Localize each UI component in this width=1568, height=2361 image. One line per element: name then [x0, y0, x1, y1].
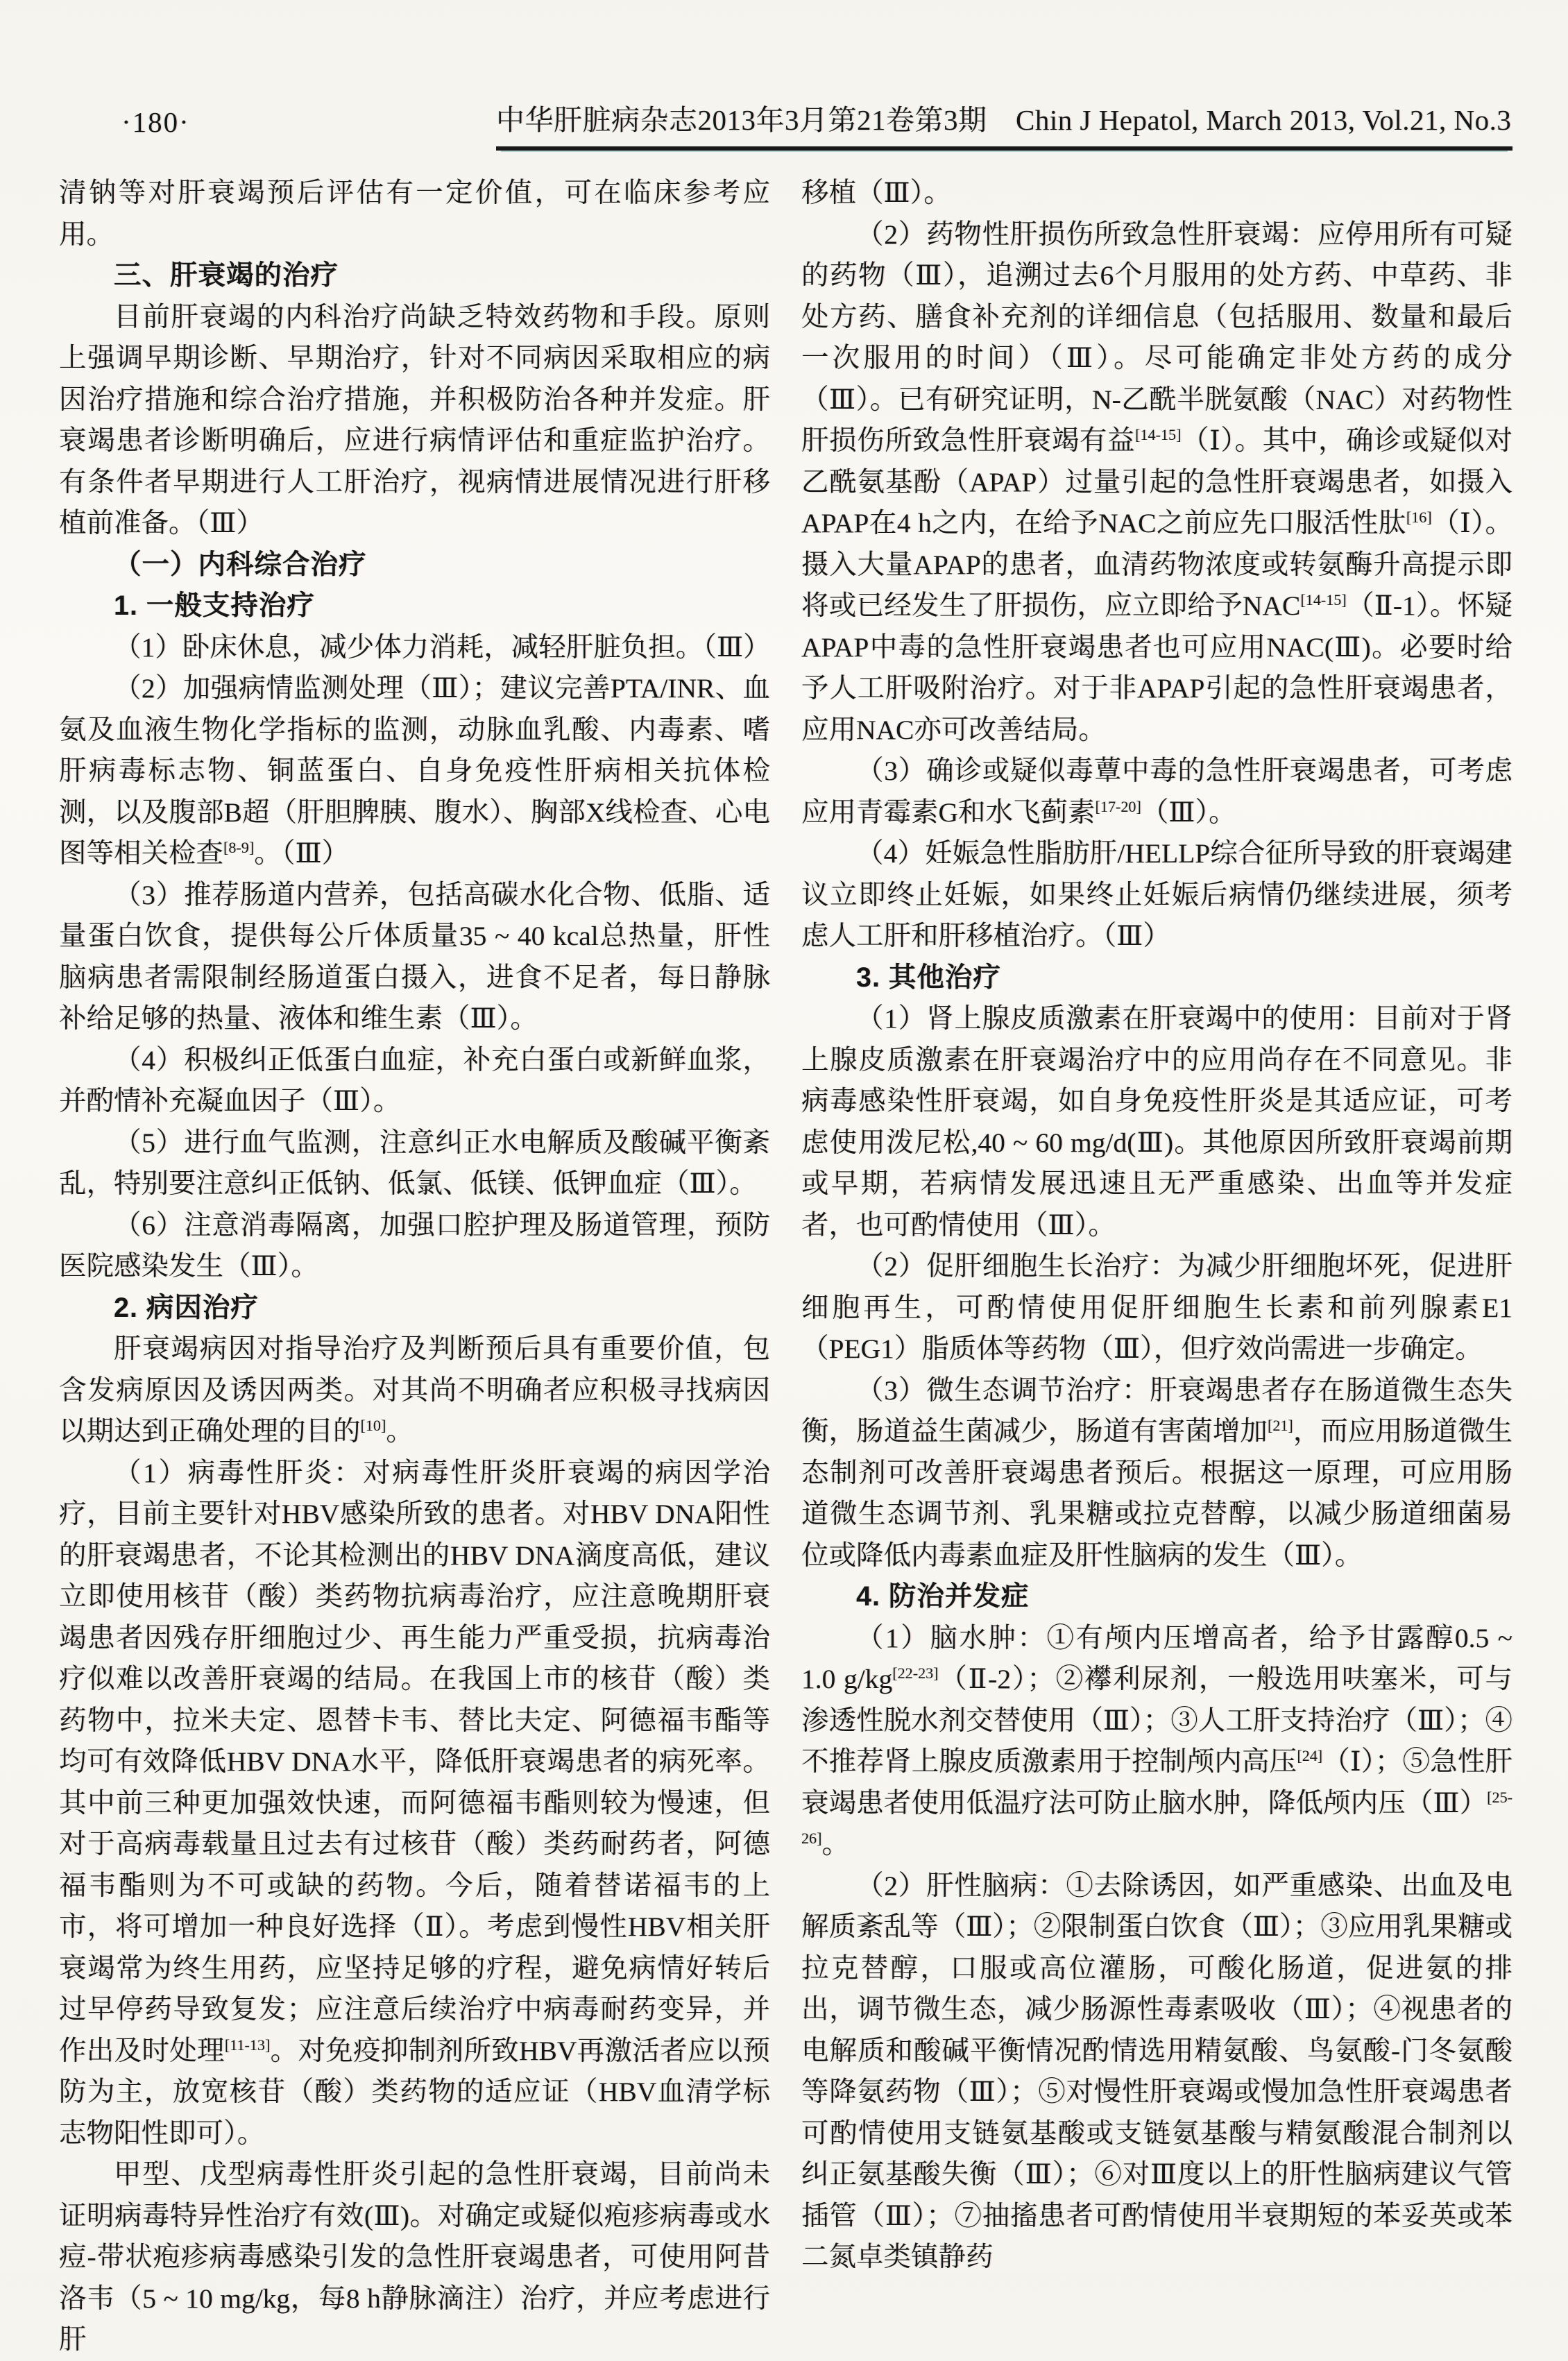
- paragraph: 肝衰竭病因对指导治疗及判断预后具有重要价值，包含发病原因及诱因两类。对其尚不明确者应积极寻找病因以期达到正确处理的目的[10]。: [59, 1333, 770, 1447]
- section-heading: 4. 防治并发症: [856, 1581, 1030, 1612]
- header-rule: [496, 97, 1512, 151]
- journal-header-title: 中华肝脏病杂志2013年3月第21卷第3期 Chin J Hepatol, March 2013, Vol.21, No.3: [496, 104, 1512, 136]
- page-header: [59, 0, 1512, 151]
- paragraph: （3）微生态调节治疗：肝衰竭患者存在肠道微生态失衡，肠道益生菌减少，肠道有害菌增加[21]，而应用肠道微生态制剂可改善肝衰竭患者预后。根据这一原理，可应用肠道微生态调节剂、乳果糖或拉克替醇，以减少肠道细菌易位或降低内毒素血症及肝性脑病的发生（Ⅲ）。: [801, 1374, 1513, 1571]
- paragraph: （2）药物性肝损伤所致急性肝衰竭：应停用所有可疑的药物（Ⅲ），追溯过去6个月服用的处方药、中草药、非处方药、膳食补充剂的详细信息（包括服用、数量和最后一次服用的时间）（Ⅲ）。尽可能确定非处方药的成分（Ⅲ）。已有研究证明，N-乙酰半胱氨酸（NAC）对药物性肝损伤所致急性肝衰竭有益[14-15]（Ⅰ）。其中，确诊或疑似对乙酰氨基酚（APAP）过量引起的急性肝衰竭患者，如摄入APAP在4 h之内，在给予NAC之前应先口服活性肽[16]（Ⅰ）。摄入大量APAP的患者，血清药物浓度或转氨酶升高提示即将或已经发生了肝损伤，应立即给予NAC[14-15]（Ⅱ-1）。怀疑APAP中毒的急性肝衰竭患者也可应用NAC(Ⅲ)。必要时给予人工肝吸附治疗。对于非APAP引起的急性肝衰竭患者，应用NAC亦可改善结局。: [801, 219, 1513, 745]
- article-body: [59, 173, 1512, 2361]
- paragraph: 目前肝衰竭的内科治疗尚缺乏特效药物和手段。原则上强调早期诊断、早期治疗，针对不同病因采取相应的病因治疗措施和综合治疗措施，并积极防治各种并发症。肝衰竭患者诊断明确后，应进行病情评估和重症监护治疗。有条件者早期进行人工肝治疗，视病情进展情况进行肝移植前准备。（Ⅲ）: [59, 301, 770, 538]
- paragraph: （1）病毒性肝炎：对病毒性肝炎肝衰竭的病因学治疗，目前主要针对HBV感染所致的患者。对HBV DNA阳性的肝衰竭患者，不论其检测出的HBV DNA滴度高低，建议立即使用核苷（酸）类药物抗病毒治疗，应注意晚期肝衰竭患者因残存肝细胞过少、再生能力严重受损，抗病毒治疗似难以改善肝衰竭的结局。在我国上市的核苷（酸）类药物中，拉米夫定、恩替卡韦、替比夫定、阿德福韦酯等均可有效降低HBV DNA水平，降低肝衰竭患者的病死率。其中前三种更加强效快速，而阿德福韦酯则较为慢速，但对于高病毒载量且过去有过核苷（酸）类药耐药者，阿德福韦酯则为不可或缺的药物。今后，随着替诺福韦的上市，将可增加一种良好选择（Ⅱ）。考虑到慢性HBV相关肝衰竭常为终生用药，应坚持足够的疗程，避免病情好转后过早停药导致复发；应注意后续治疗中病毒耐药变异，并作出及时处理[11-13]。对免疫抑制剂所致HBV再激活者应以预防为主，放宽核苷（酸）类药物的适应证（HBV血清学标志物阳性即可）。: [59, 1457, 771, 2149]
- paragraph: （1）脑水肿：①有颅内压增高者，给予甘露醇0.5 ~ 1.0 g/kg[22-23]（Ⅱ-2）；②襻利尿剂，一般选用呋塞米，可与渗透性脱水剂交替使用（Ⅲ）；③人工肝支持治疗（Ⅲ）；④不推荐肾上腺皮质激素用于控制颅内高压[24]（Ⅰ）；⑤急性肝衰竭患者使用低温疗法可防止脑水肿，降低颅内压（Ⅲ）[25-26]。: [801, 1622, 1513, 1859]
- section-heading: 三、肝衰竭的治疗: [114, 260, 339, 291]
- paragraph: （6）注意消毒隔离，加强口腔护理及肠道管理，预防医院感染发生（Ⅲ）。: [59, 1209, 770, 1281]
- paragraph: （1）肾上腺皮质激素在肝衰竭中的使用：目前对于肾上腺皮质激素在肝衰竭治疗中的应用尚存在不同意见。非病毒感染性肝衰竭，如自身免疫性肝炎是其适应证，可考虑使用泼尼松,40 ~ 60 mg/d(Ⅲ)。其他原因所致肝衰竭前期或早期，若病情发展迅速且无严重感染、出血等并发症者，也可酌情使用（Ⅲ）。: [801, 1003, 1512, 1241]
- paragraph: （4）积极纠正低蛋白血症，补充白蛋白或新鲜血浆，并酌情补充凝血因子（Ⅲ）。: [59, 1044, 770, 1116]
- section-heading: （一）内科综合治疗: [114, 549, 367, 580]
- section-heading: 1. 一般支持治疗: [114, 590, 315, 621]
- page-number: ·180·: [121, 106, 190, 138]
- paragraph: （1）卧床休息，减少体力消耗，减轻肝脏负担。（Ⅲ）: [114, 631, 771, 663]
- paragraph: 清钠等对肝衰竭预后评估有一定价值，可在临床参考应用。: [59, 178, 770, 250]
- paragraph: （2）肝性脑病：①去除诱因，如严重感染、出血及电解质紊乱等（Ⅲ）；②限制蛋白饮食（Ⅲ）；③应用乳果糖或拉克替醇，口服或高位灌肠，可酸化肠道，促进氨的排出，调节微生态，减少肠源性毒素吸收（Ⅲ）；④视患者的电解质和酸碱平衡情况酌情选用精氨酸、鸟氨酸-门冬氨酸等降氨药物（Ⅲ）；⑤对慢性肝衰竭或慢加急性肝衰竭患者可酌情使用支链氨基酸或支链氨基酸与精氨酸混合制剂以纠正氨基酸失衡（Ⅲ）；⑥对Ⅲ度以上的肝性脑病建议气管插管（Ⅲ）；⑦抽搐患者可酌情使用半衰期短的苯妥英或苯二氮卓类镇静药: [801, 1870, 1512, 2272]
- left-column: [59, 173, 770, 2361]
- paragraph: 甲型、戊型病毒性肝炎引起的急性肝衰竭，目前尚未证明病毒特异性治疗有效(Ⅲ)。对确定或疑似疱疹病毒或水痘-带状疱疹病毒感染引发的急性肝衰竭患者，可使用阿昔洛韦（5 ~ 10 mg/kg，每8 h静脉滴注）治疗，并应考虑进行肝: [59, 2159, 770, 2355]
- paragraph: （2）促肝细胞生长治疗：为减少肝细胞坏死，促进肝细胞再生，可酌情使用促肝细胞生长素和前列腺素E1（PEG1）脂质体等药物（Ⅲ），但疗效尚需进一步确定。: [801, 1251, 1512, 1364]
- section-heading: 2. 病因治疗: [114, 1292, 259, 1323]
- paragraph: （4）妊娠急性脂肪肝/HELLP综合征所导致的肝衰竭建议立即终止妊娠，如果终止妊娠后病情仍继续进展，须考虑人工肝和肝移植治疗。（Ⅲ）: [801, 838, 1512, 951]
- paragraph: （3）确诊或疑似毒蕈中毒的急性肝衰竭患者，可考虑应用青霉素G和水飞蓟素[17-20]（Ⅲ）。: [801, 756, 1512, 828]
- paragraph: （5）进行血气监测，注意纠正水电解质及酸碱平衡紊乱，特别要注意纠正低钠、低氯、低镁、低钾血症（Ⅲ）。: [59, 1127, 770, 1199]
- paragraph: 移植（Ⅲ）。: [801, 178, 951, 208]
- right-column: [801, 173, 1512, 2361]
- paragraph: （3）推荐肠道内营养，包括高碳水化合物、低脂、适量蛋白饮食，提供每公斤体质量35 ~ 40 kcal总热量，肝性脑病患者需限制经肠道蛋白摄入，进食不足者，每日静脉补给足够的热量、液体和维生素（Ⅲ）。: [59, 879, 770, 1034]
- section-heading: 3. 其他治疗: [856, 962, 1001, 993]
- paragraph: （2）加强病情监测处理（Ⅲ）；建议完善PTA/INR、血氨及血液生物化学指标的监测，动脉血乳酸、内毒素、嗜肝病毒标志物、铜蓝蛋白、自身免疫性肝病相关抗体检测，以及腹部B超（肝胆脾胰、腹水）、胸部X线检查、心电图等相关检查[8-9]。（Ⅲ）: [59, 673, 770, 869]
